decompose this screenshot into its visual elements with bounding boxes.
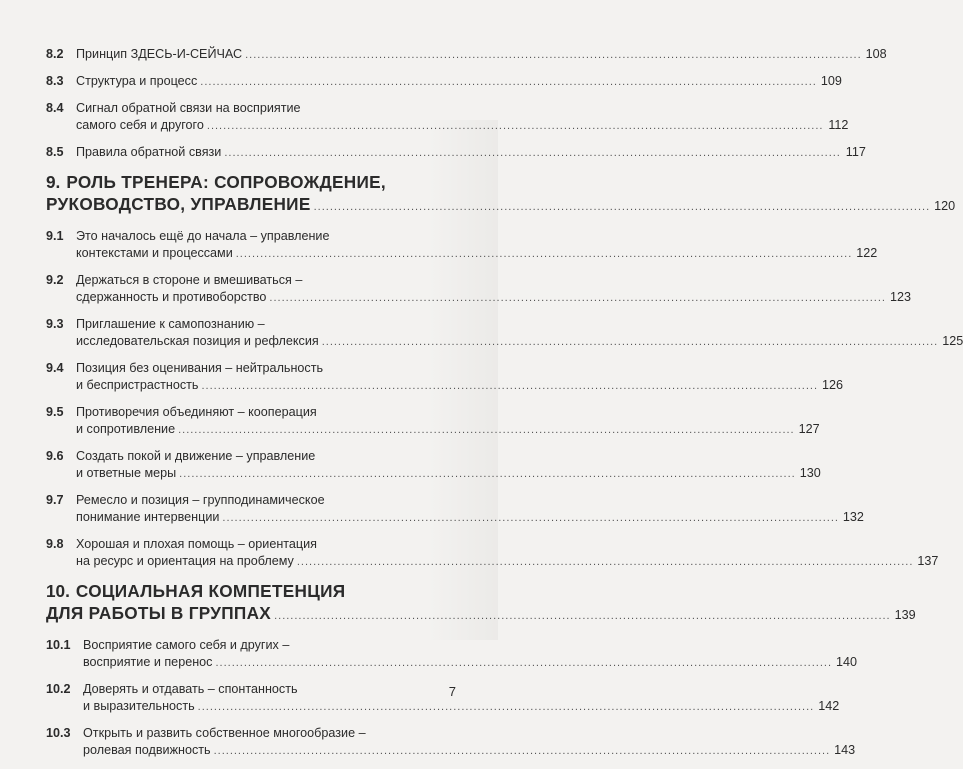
dot-leader: [178, 422, 795, 439]
toc-entry-page: 120: [934, 199, 956, 213]
toc-entry-page: 109: [820, 74, 842, 88]
toc-section-entry: [46, 144, 866, 162]
toc-entry-title: Сигнал обратной связи на восприятие: [76, 101, 301, 115]
toc-entry-line: [46, 171, 442, 193]
dot-leader: [314, 196, 931, 218]
toc-entry-title: СОЦИАЛЬНАЯ КОМПЕТЕНЦИЯ: [75, 581, 346, 601]
toc-entry-line: [46, 698, 840, 716]
toc-entry-line: [46, 333, 963, 351]
toc-entry-number: 9.6: [46, 449, 64, 463]
toc-entry-title: Открыть и развить собственное многообразие –: [83, 726, 366, 740]
toc-entry-line: [46, 580, 442, 602]
toc-section-entry: [46, 46, 887, 64]
toc-entry-title: Ремесло и позиция – групподинамическое: [76, 493, 325, 507]
toc-entry-line: [46, 448, 442, 465]
toc-entry-page: 112: [828, 118, 849, 132]
dot-leader: [245, 47, 862, 64]
toc-entry-title: и ответные меры: [76, 466, 177, 480]
toc-entry-line: [46, 272, 442, 289]
toc-entry-title: Создать покой и движение – управление: [76, 449, 316, 463]
dot-leader: [214, 743, 831, 760]
toc-entry-page: 126: [822, 378, 844, 392]
toc-entry-line: [46, 465, 821, 483]
toc-entry-number: 9.2: [46, 273, 64, 287]
toc-entry-number: 8.2: [46, 47, 64, 61]
toc-entry-title: Правила обратной связи: [76, 145, 222, 159]
toc-entry-line: [46, 46, 887, 64]
dot-leader: [224, 145, 841, 162]
toc-entry-line: [46, 193, 956, 218]
toc-entry-line: [46, 492, 442, 509]
toc-entry-title: Держаться в стороне и вмешиваться –: [76, 273, 303, 287]
toc-section-entry: [46, 228, 878, 263]
toc-entry-title: на ресурс и ориентация на проблему: [76, 554, 294, 568]
toc-section-entry: [46, 100, 849, 135]
toc-entry-title: РУКОВОДСТВО, УПРАВЛЕНИЕ: [46, 194, 311, 214]
toc-entry-line: [46, 117, 849, 135]
toc-entry-line: [46, 316, 442, 333]
toc-entry-title: Восприятие самого себя и других –: [83, 638, 290, 652]
toc-section-entry: [46, 73, 842, 91]
toc-entry-line: [46, 245, 878, 263]
toc-entry-number: 8.5: [46, 145, 64, 159]
toc-entry-title: Приглашение к самопознанию –: [76, 317, 265, 331]
toc-entry-line: [46, 725, 442, 742]
toc-entry-title: и сопротивление: [76, 422, 176, 436]
toc-entry-line: [46, 228, 442, 245]
toc-entry-title: понимание интервенции: [76, 510, 220, 524]
toc-entry-line: [46, 144, 866, 162]
dot-leader: [274, 605, 891, 627]
toc-section-entry: [46, 448, 821, 483]
toc-entry-title: Это началось ещё до начала – управление: [76, 229, 330, 243]
toc-section-entry: [46, 272, 911, 307]
dot-leader: [236, 246, 853, 263]
toc-entry-line: [46, 681, 442, 698]
dot-leader: [200, 74, 817, 91]
toc-entry-number: 10.2: [46, 682, 71, 696]
toc-entry-title: Противоречия объединяют – кооперация: [76, 405, 317, 419]
toc-section-entry: [46, 404, 820, 439]
toc-entry-title: Структура и процесс: [76, 74, 198, 88]
toc-entry-title: ролевая подвижность: [83, 743, 211, 757]
toc-entry-line: [46, 654, 858, 672]
toc-entry-page: 143: [834, 743, 856, 757]
toc-section-entry: [46, 637, 858, 672]
toc-chapter-entry: [46, 580, 916, 627]
dot-leader: [207, 118, 824, 135]
toc-entry-number: 9.8: [46, 537, 64, 551]
toc-entry-line: [46, 100, 442, 117]
toc-section-entry: [46, 681, 840, 716]
toc-entry-number: 10.1: [46, 638, 71, 652]
toc-entry-line: [46, 73, 842, 91]
toc-entry-title: Доверять и отдавать – спонтанность: [83, 682, 298, 696]
toc-entry-number: 10.3: [46, 726, 71, 740]
toc-entry-page: 108: [865, 47, 887, 61]
dot-leader: [202, 378, 819, 395]
toc-entry-line: [46, 360, 442, 377]
dot-leader: [269, 290, 886, 307]
toc-entry-page: 122: [856, 246, 878, 260]
toc-entry-title: и беспристрастность: [76, 378, 199, 392]
toc-entry-page: 137: [917, 554, 939, 568]
toc-entry-title: восприятие и перенос: [83, 655, 213, 669]
toc-entry-line: [46, 509, 864, 527]
toc-entry-number: 9.: [46, 172, 61, 192]
toc-entry-line: [46, 404, 442, 421]
toc-entry-number: 9.1: [46, 229, 64, 243]
toc-entry-title: и выразительность: [83, 699, 195, 713]
toc-entry-line: [46, 377, 844, 395]
toc-entry-title: сдержанность и противоборство: [76, 290, 267, 304]
toc-section-entry: [46, 360, 844, 395]
toc-entry-number: 9.4: [46, 361, 64, 375]
toc-entry-page: 139: [894, 608, 916, 622]
toc-entry-title: Принцип ЗДЕСЬ-И-СЕЙЧАС: [76, 47, 243, 61]
toc-entry-title: РОЛЬ ТРЕНЕРА: СОПРОВОЖДЕНИЕ,: [66, 172, 386, 192]
dot-leader: [198, 699, 815, 716]
toc-entry-title: самого себя и другого: [76, 118, 204, 132]
dot-leader: [215, 655, 832, 672]
toc-section-entry: [46, 725, 856, 760]
dot-leader: [179, 466, 796, 483]
dot-leader: [297, 554, 914, 571]
toc-entry-line: [46, 289, 911, 307]
toc-entry-page: 117: [845, 145, 866, 159]
dot-leader: [322, 334, 939, 351]
toc-entry-title: контекстами и процессами: [76, 246, 233, 260]
toc-entry-title: ДЛЯ РАБОТЫ В ГРУППАХ: [46, 603, 272, 623]
toc-section-entry: [46, 536, 939, 571]
toc-entry-line: [46, 637, 442, 654]
toc-entry-line: [46, 553, 939, 571]
toc-entry-title: Хорошая и плохая помощь – ориентация: [76, 537, 317, 551]
toc-entry-page: 130: [799, 466, 821, 480]
dot-leader: [222, 510, 839, 527]
toc-entry-number: 9.7: [46, 493, 64, 507]
toc-entry-page: 125: [942, 334, 963, 348]
toc-entry-line: [46, 602, 916, 627]
toc-section-entry: [46, 492, 864, 527]
toc-entry-title: исследовательская позиция и рефлексия: [76, 334, 319, 348]
toc-entry-title: Позиция без оценивания – нейтральность: [76, 361, 324, 375]
toc-entry-page: 132: [842, 510, 864, 524]
toc-section-entry: [46, 316, 963, 351]
toc-entry-page: 142: [818, 699, 840, 713]
toc-entry-page: 127: [798, 422, 820, 436]
toc-entry-page: 140: [836, 655, 858, 669]
toc-entry-line: [46, 742, 856, 760]
page-number: 7: [448, 684, 456, 699]
toc-entry-number: 9.3: [46, 317, 64, 331]
table-of-contents: [46, 46, 963, 769]
toc-entry-number: 8.3: [46, 74, 64, 88]
toc-chapter-entry: [46, 171, 956, 218]
toc-entry-number: 10.: [46, 581, 70, 601]
toc-entry-page: 123: [889, 290, 911, 304]
toc-entry-number: 8.4: [46, 101, 64, 115]
toc-entry-line: [46, 536, 442, 553]
toc-entry-line: [46, 421, 820, 439]
toc-entry-number: 9.5: [46, 405, 64, 419]
